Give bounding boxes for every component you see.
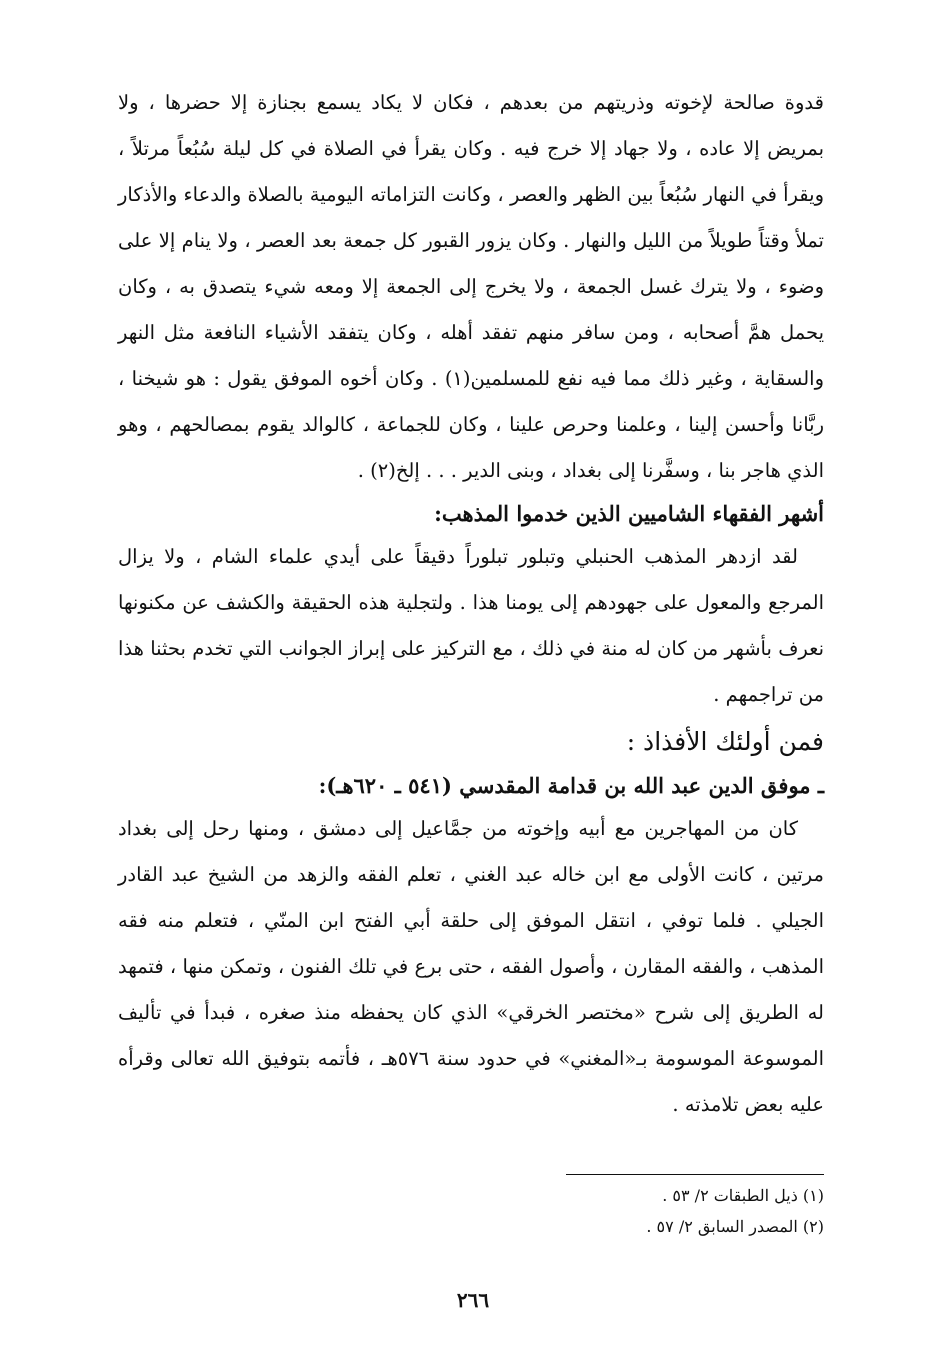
page-number: ٢٦٦ xyxy=(456,1288,490,1312)
page-body xyxy=(118,80,824,1128)
paragraph-1: قدوة صالحة لإخوته وذريتهم من بعدهم ، فكان لا يكاد يسمع بجنازة إلا حضرها ، ولا بمريض إلا عاده ، ولا جهاد إلا خرج فيه . وكان يقرأ في الصلاة في كل ليلة سُبُعاً مرتلاً ، ويقرأ في النهار سُبُعاً بين الظهر والعصر ، وكانت التزاماته اليومية بالصلاة والدعاء والأذكار تملأ وقتاً طويلاً من الليل والنهار . وكان يزور القبور كل جمعة بعد العصر ، ولا ينام إلا على وضوء ، ولا يترك غسل الجمعة ، ولا يخرج إلى الجمعة إلا ومعه شيء يتصدق به ، وكان يحمل همَّ أصحابه ، ومن سافر منهم تفقد أهله ، وكان يتفقد الأشياء النافعة مثل النهر والسقاية ، وغير ذلك مما فيه نفع للمسلمين(١) . وكان أخوه الموفق يقول : هو شيخنا ، ربَّانا وأحسن إلينا ، وعلمنا وحرص علينا ، وكان للجماعة ، كالوالد يقوم بمصالحهم ، وهو الذي هاجر بنا ، وسفَّرنا إلى بغداد ، وبنى الدير . . . إلخ(٢) . xyxy=(118,91,824,482)
footnote-2: (٢) المصدر السابق ٢/ ٥٧ . xyxy=(646,1217,824,1236)
footnote-divider xyxy=(566,1174,824,1175)
subsection-heading: فمن أولئك الأفذاذ : xyxy=(626,727,824,756)
paragraph-3: كان من المهاجرين مع أبيه وإخوته من جمَّاعيل إلى دمشق ، ومنها رحل إلى بغداد مرتين ، كانت الأولى مع ابن خاله عبد الغني ، تعلم الفقه والزهد من الشيخ عبد القادر الجيلي . فلما توفي ، انتقل الموفق إلى حلقة أبي الفتح ابن المنّي ، فتعلم منه فقه المذهب ، والفقه المقارن ، وأصول الفقه ، حتى برع في تلك الفنون ، وتمكن منها ، فتمهد له الطريق إلى شرح «مختصر الخرقي» الذي كان يحفظه منذ صغره ، فبدأ في تأليف الموسوعة الموسومة بـ«المغني» في حدود سنة ٥٧٦هـ ، فأتمه بتوفيق الله تعالى وقرأه عليه بعض تلامذته . xyxy=(118,817,824,1116)
footnote-1: (١) ذيل الطبقات ٢/ ٥٣ . xyxy=(662,1186,824,1205)
biography-heading: ـ موفق الدين عبد الله بن قدامة المقدسي (٥٤١ ـ ٦٢٠هـ): xyxy=(318,773,824,798)
section-heading: أشهر الفقهاء الشاميين الذين خدموا المذهب: xyxy=(434,501,824,526)
footnotes xyxy=(118,1180,824,1242)
paragraph-2: لقد ازدهر المذهب الحنبلي وتبلور تبلوراً دقيقاً على أيدي علماء الشام ، ولا يزال المرجع والمعول على جهودهم إلى يومنا هذا . ولتجلية هذه الحقيقة والكشف عن مكنونها نعرف بأشهر من كان له منة في ذلك ، مع التركيز على إبراز الجوانب التي تخدم بحثنا هذا من تراجمهم . xyxy=(118,545,824,706)
